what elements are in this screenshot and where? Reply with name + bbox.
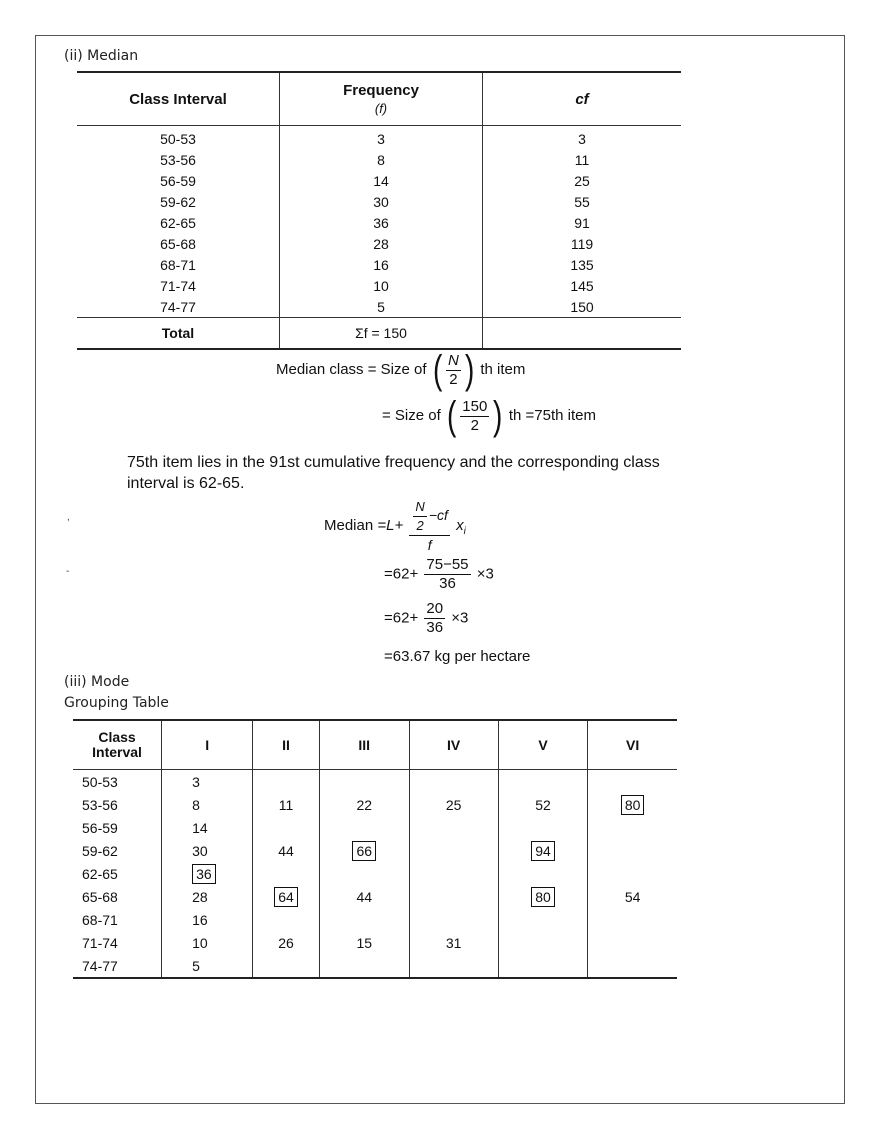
group-value-cell [253,770,320,794]
table-row [73,954,677,978]
cf-cell: 91 [574,214,590,231]
median-numerator [409,498,449,536]
group-value-cell [588,816,677,839]
grouping-header-class-interval: Class Interval [73,720,162,770]
frequency-cell: 14 [280,170,483,191]
header-frequency-label: Frequency [343,82,419,99]
group-value-cell [498,816,588,839]
class-interval-cell: 74-77 [73,954,162,978]
boxed-max-value: 80 [621,795,645,815]
table-row [77,254,681,275]
class-interval-cell: 56-59 [77,170,280,191]
inner-denominator: 2 [416,518,424,533]
median-prefix: =L+ [377,516,404,534]
cf-cell: 25 [574,172,590,189]
group-value-cell [409,839,498,862]
group-value-cell: 16 [162,908,253,931]
class-interval-cell: 50-53 [73,770,162,794]
table-row [73,862,677,885]
grouping-table [73,719,677,979]
group-value-cell [253,954,320,978]
group-value-cell [498,908,588,931]
group-value-cell [253,908,320,931]
median-numerator-rest: −cf [428,507,448,524]
boxed-max-value: 36 [192,864,216,884]
group-value-cell [588,862,677,885]
group-value-cell: 8 [162,793,253,816]
group-value-cell [319,770,409,794]
group-value-cell [319,816,409,839]
class-interval-cell: 71-74 [77,275,280,296]
median-heading: (ii) Median [64,48,139,64]
frequency-cell: 28 [280,233,483,254]
group-value-cell: 14 [162,816,253,839]
cf-cell: 119 [570,235,594,252]
group-value-cell [588,793,677,816]
median-denominator: f [427,537,432,553]
table-row [73,931,677,954]
group-value-cell [409,885,498,908]
group-value-cell [409,770,498,794]
group-value-cell [409,816,498,839]
table-row [77,191,681,212]
group-value-cell: 44 [319,885,409,908]
group-value-cell: 52 [498,793,588,816]
step1-suffix: ×3 [476,565,494,583]
grouping-header-ii: II [253,720,320,770]
group-value-cell [409,908,498,931]
step2-denominator: 36 [426,619,444,636]
fraction-denominator: 2 [449,370,458,388]
cf-cell: 3 [578,130,586,147]
median-step-1 [384,556,494,593]
header-frequency-symbol: (f) [374,101,388,116]
group-value-cell [498,931,588,954]
median-class-prefix: Median class = Size of [276,360,427,378]
table-row [77,275,681,296]
mode-heading: (iii) Mode [64,674,130,690]
table-row [73,839,677,862]
group-value-cell: 25 [409,793,498,816]
group-value-cell [498,839,588,862]
group-value-cell: 3 [162,770,253,794]
step1-numerator: 75−55 [426,556,469,573]
boxed-max-value: 94 [531,841,555,861]
table-row [73,885,677,908]
explanation-paragraph: 75th item lies in the 91st cumulative frequency and the corresponding class interval is 62-65. [127,454,660,492]
grouping-heading: Grouping Table [64,695,169,711]
class-interval-cell: 71-74 [73,931,162,954]
group-value-cell [588,931,677,954]
group-value-cell: 10 [162,931,253,954]
step2-suffix: ×3 [451,609,469,627]
table-row [77,126,681,150]
median-xi-subscript: i [463,525,466,537]
group-value-cell: 54 [624,888,641,905]
class-interval-cell: 74-77 [77,296,280,318]
median-class-suffix: th item [480,360,526,378]
group-value-cell [319,839,409,862]
group-value-cell: 26 [253,931,320,954]
group-value-cell [162,862,253,885]
header-class-interval: Class Interval [77,72,280,126]
group-value-cell: 22 [319,793,409,816]
grouping-header-i: I [162,720,253,770]
table-row [77,149,681,170]
fraction-numerator: N [448,351,459,369]
frequency-cell: 16 [280,254,483,275]
size-of-line: = Size of ( $\frac{150}{2}$ ) th =75th item [382,394,596,438]
header-frequency [280,72,483,126]
boxed-max-value: 64 [274,887,298,907]
cf-cell: 150 [570,298,594,315]
cf-cell: 55 [574,193,590,210]
median-step-2 [384,600,468,637]
table-row [77,212,681,233]
boxed-max-value: 66 [352,841,376,861]
table-row [77,233,681,254]
median-class-line: Median class = Size of ( $\frac{N}{2}$ ) th item [276,348,526,392]
group-value-cell: 44 [253,839,320,862]
median-formula [324,498,466,554]
boxed-max-value: 80 [531,887,555,907]
cf-cell: 145 [570,277,594,294]
group-value-cell [253,862,320,885]
group-value-cell [319,908,409,931]
group-value-cell: 11 [253,793,320,816]
class-interval-cell: 50-53 [77,126,280,150]
median-result: =63.67 kg per hectare [384,648,531,665]
inner-numerator: N [413,498,426,517]
class-interval-cell: 53-56 [73,793,162,816]
median-label: Median [324,516,374,534]
class-interval-cell: 59-62 [73,839,162,862]
group-value-cell [498,770,588,794]
group-value-cell [588,770,677,794]
group-value-cell: 28 [162,885,253,908]
group-value-cell [253,816,320,839]
class-interval-cell: 68-71 [77,254,280,275]
group-value-cell [588,954,677,978]
grouping-header-iii: III [319,720,409,770]
header-cf: cf [483,72,682,126]
group-value-cell: 31 [409,931,498,954]
total-label: Total [77,318,280,350]
class-interval-cell: 59-62 [77,191,280,212]
median-xi: x [456,516,464,534]
class-interval-cell: 68-71 [73,908,162,931]
class-interval-cell: 62-65 [73,862,162,885]
size-of-prefix: = Size of [382,406,441,424]
class-interval-cell: 53-56 [77,149,280,170]
cf-cell: 135 [570,256,594,273]
fraction-denominator: 2 [470,416,479,434]
frequency-cell: 8 [280,149,483,170]
frequency-cell: 36 [280,212,483,233]
frequency-cell: 30 [280,191,483,212]
table-row [77,296,681,318]
table-row [73,816,677,839]
step1-prefix: =62+ [384,565,419,583]
grouping-header-v: V [498,720,588,770]
step2-numerator: 20 [426,600,444,617]
class-interval-cell: 65-68 [73,885,162,908]
grouping-header-vi: VI [588,720,677,770]
group-value-cell [498,862,588,885]
class-interval-cell: 62-65 [77,212,280,233]
class-interval-cell: 56-59 [73,816,162,839]
cf-cell: 11 [574,151,590,168]
group-value-cell [409,954,498,978]
table-row [73,770,677,794]
step1-denominator: 36 [439,575,456,592]
median-frequency-table [77,71,681,350]
group-value-cell: 15 [319,931,409,954]
table-row [73,793,677,816]
group-value-cell: 5 [162,954,253,978]
group-value-cell [498,885,588,908]
step2-prefix: =62+ [384,609,419,627]
scan-speck: , [67,512,70,523]
frequency-cell: 3 [280,126,483,150]
class-interval-cell: 65-68 [77,233,280,254]
total-cf-empty [483,318,682,350]
group-value-cell [253,885,320,908]
table-row [73,908,677,931]
total-row [77,318,681,350]
fraction-numerator: 150 [462,397,488,415]
group-value-cell: 30 [162,839,253,862]
group-value-cell [498,954,588,978]
grouping-header-iv: IV [409,720,498,770]
group-value-cell [588,908,677,931]
group-value-cell [319,954,409,978]
frequency-cell: 10 [280,275,483,296]
size-of-suffix: th =75th item [508,406,596,424]
table-row [77,170,681,191]
group-value-cell [588,839,677,862]
total-value: Σf = 150 [280,318,483,350]
group-value-cell [409,862,498,885]
scan-speck: - [66,566,70,577]
group-value-cell [319,862,409,885]
frequency-cell: 5 [280,296,483,318]
